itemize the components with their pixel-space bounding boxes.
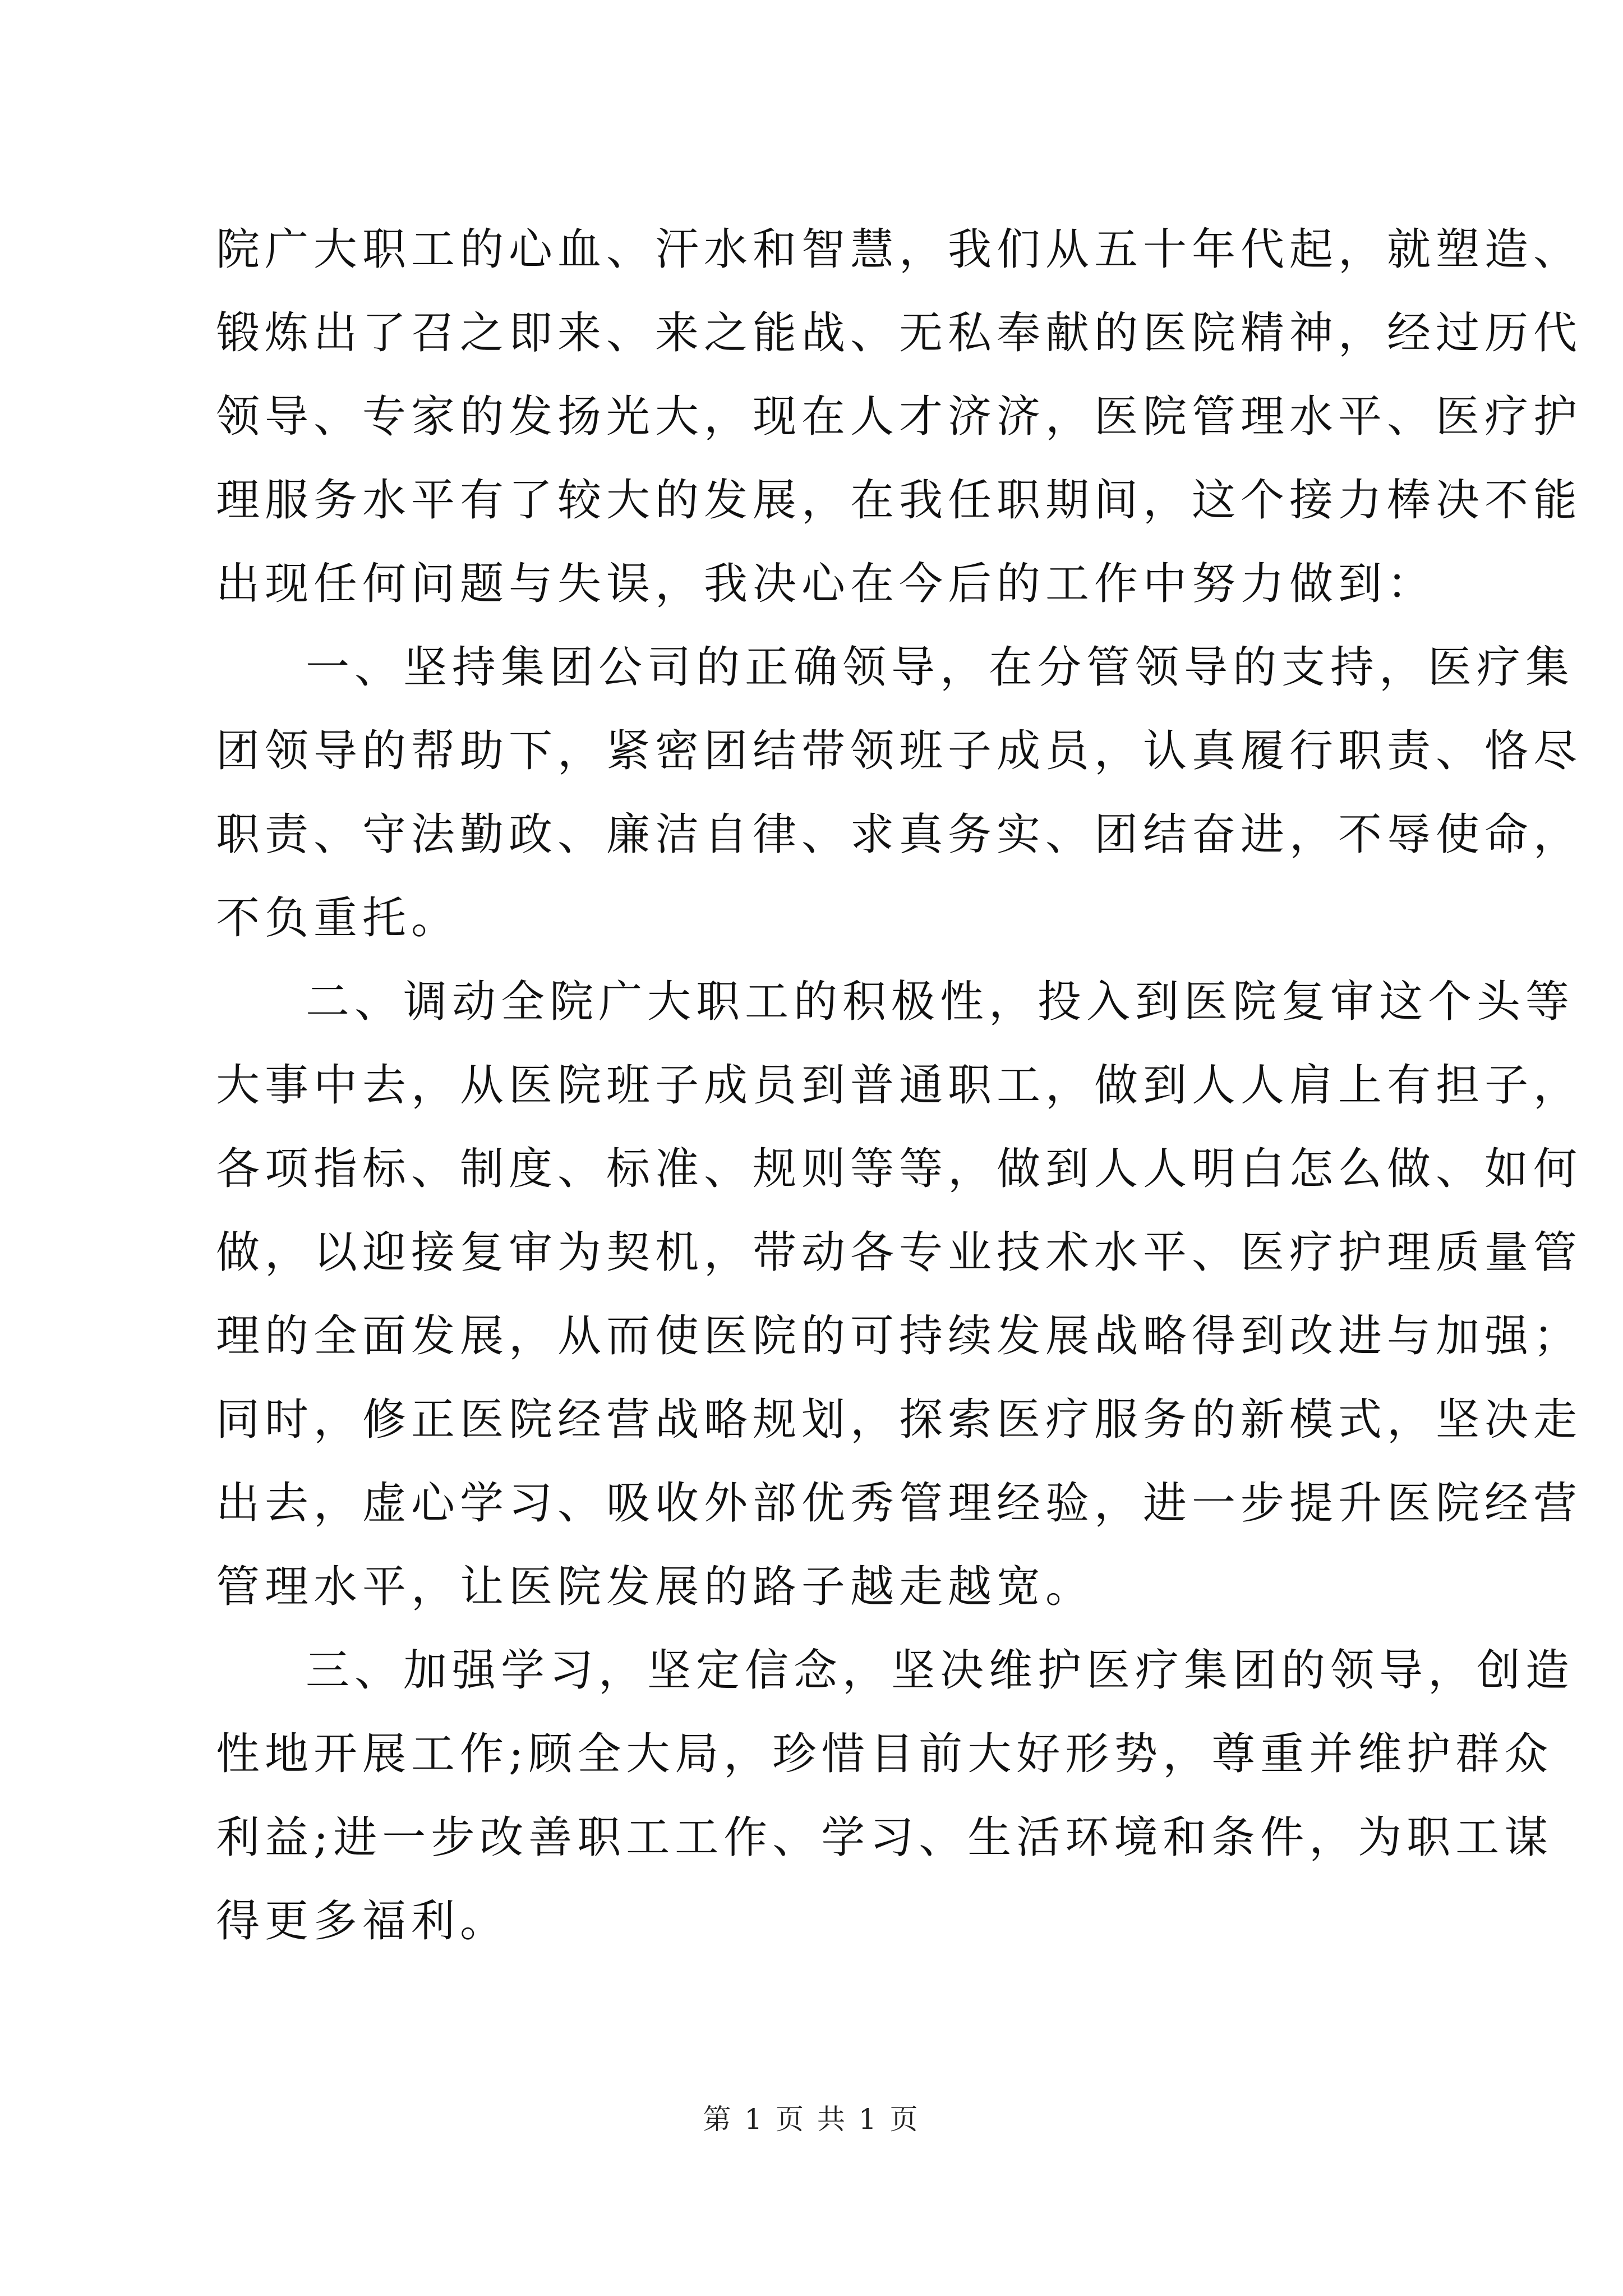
text-line: 出现任何问题与失误，我决心在今后的工作中努力做到：	[216, 559, 1436, 609]
paragraph	[216, 626, 1583, 960]
document-body	[216, 208, 1583, 1963]
text-line: 领导、专家的发扬光大，现在人才济济，医院管理水平、医疗护	[216, 392, 1583, 442]
text-line: 利益;进一步改善职工工作、学习、生活环境和条件，为职工谋	[216, 1812, 1553, 1863]
text-line: 得更多福利。	[216, 1896, 509, 1947]
text-line: 二、调动全院广大职工的积极性，投入到医院复审这个头等	[306, 977, 1575, 1027]
text-line: 三、加强学习，坚定信念，坚决维护医疗集团的领导，创造	[306, 1645, 1575, 1696]
text-line: 一、坚持集团公司的正确领导，在分管领导的支持，医疗集	[306, 642, 1575, 693]
text-line: 管理水平，让医院发展的路子越走越宽。	[216, 1562, 1095, 1612]
paragraph	[216, 1629, 1575, 1963]
text-line: 院广大职工的心血、汗水和智慧，我们从五十年代起，就塑造、	[216, 224, 1583, 275]
text-line: 各项指标、制度、标准、规则等等，做到人人明白怎么做、如何	[216, 1144, 1583, 1194]
paragraph	[216, 208, 1583, 626]
text-line: 做，以迎接复审为契机，带动各专业技术水平、医疗护理质量管	[216, 1227, 1583, 1278]
text-line: 理的全面发展，从而使医院的可持续发展战略得到改进与加强；	[216, 1311, 1583, 1361]
text-line: 性地开展工作;顾全大局，珍惜目前大好形势，尊重并维护群众	[216, 1729, 1553, 1779]
text-line: 出去，虚心学习、吸收外部优秀管理经验，进一步提升医院经营	[216, 1478, 1583, 1529]
paragraph	[216, 960, 1583, 1629]
text-line: 大事中去，从医院班子成员到普通职工，做到人人肩上有担子，	[216, 1060, 1583, 1111]
text-line: 同时，修正医院经营战略规划，探索医疗服务的新模式，坚决走	[216, 1395, 1583, 1445]
text-line: 理服务水平有了较大的发展，在我任职期间，这个接力棒决不能	[216, 475, 1583, 526]
text-line: 职责、守法勤政、廉洁自律、求真务实、团结奋进，不辱使命，	[216, 809, 1583, 860]
text-line: 团领导的帮助下，紧密团结带领班子成员，认真履行职责、恪尽	[216, 726, 1583, 776]
page-number-footer: 第 1 页 共 1 页	[703, 2103, 920, 2136]
text-line: 不负重托。	[216, 893, 460, 944]
text-line: 锻炼出了召之即来、来之能战、无私奉献的医院精神，经过历代	[216, 308, 1583, 358]
